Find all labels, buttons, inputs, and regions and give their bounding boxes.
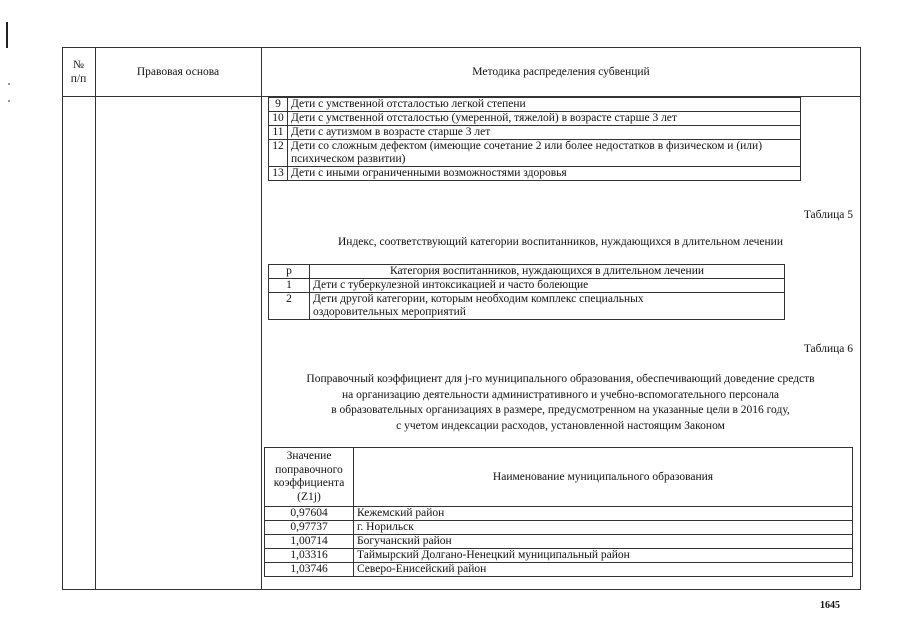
row-text: Дети с иными ограниченными возможностями здоровья <box>288 167 801 181</box>
table-row <box>269 126 801 140</box>
municipality-name: Северо-Енисейский район <box>354 563 853 577</box>
coefficient-value: 0,97604 <box>265 507 354 521</box>
page-number: 1645 <box>820 600 840 611</box>
table-header-row <box>265 448 853 507</box>
scan-dot <box>8 100 10 102</box>
table6-heading <box>268 372 853 434</box>
header-legal-basis: Правовая основа <box>136 65 220 78</box>
table-row <box>269 279 785 293</box>
scan-dot <box>8 83 10 85</box>
categories-table <box>268 97 801 181</box>
row-text: Дети с аутизмом в возрасте старше 3 лет <box>288 126 801 140</box>
table-row <box>265 521 853 535</box>
row-text: Дети с туберкулезной интоксикацией и часто болеющие <box>310 279 785 293</box>
table-row <box>265 507 853 521</box>
coefficient-value: 0,97737 <box>265 521 354 535</box>
row-text: Дети с умственной отсталостью легкой степени <box>288 98 801 112</box>
heading-line: с учетом индексации расходов, установленной настоящим Законом <box>396 419 725 432</box>
row-number: 13 <box>269 167 288 181</box>
scan-edge-mark <box>6 22 8 48</box>
table6 <box>264 447 853 577</box>
heading-line: Поправочный коэффициент для j-го муниципального образования, обеспечивающий доведение средств <box>306 373 815 385</box>
heading-line: в образовательных организациях в размере, предусмотренном на указанные цели в 2016 году, <box>331 404 790 416</box>
table-row <box>269 112 801 126</box>
table-row <box>265 535 853 549</box>
column-header-name: Наименование муниципального образования <box>354 448 853 507</box>
header-methodology: Методика распределения субвенций <box>472 65 650 78</box>
row-number: 9 <box>269 98 288 112</box>
municipality-name: Кежемский район <box>354 507 853 521</box>
table-row <box>269 140 801 167</box>
table5-heading: Индекс, соответствующий категории воспитанников, нуждающихся в длительном лечении <box>337 236 783 248</box>
municipality-name: Богучанский район <box>354 535 853 549</box>
coefficient-value: 1,03746 <box>265 563 354 577</box>
table-row <box>269 293 785 320</box>
column-header-p: p <box>269 265 310 279</box>
table6-label: Таблица 6 <box>803 343 853 355</box>
row-number: 11 <box>269 126 288 140</box>
row-number: 2 <box>269 293 310 320</box>
column-divider <box>95 47 96 590</box>
coefficient-value: 1,00714 <box>265 535 354 549</box>
table-header-row <box>269 265 785 279</box>
header-number: № п/п <box>70 58 87 85</box>
column-divider <box>261 47 262 590</box>
row-number: 12 <box>269 140 288 167</box>
row-text: Дети с умственной отсталостью (умеренной, тяжелой) в возрасте старше 3 лет <box>288 112 801 126</box>
table5-label: Таблица 5 <box>803 209 853 221</box>
row-number: 10 <box>269 112 288 126</box>
municipality-name: г. Норильск <box>354 521 853 535</box>
municipality-name: Таймырский Долгано-Ненецкий муниципальный район <box>354 549 853 563</box>
table-row <box>269 98 801 112</box>
heading-line: на организацию деятельности административного и учебно-вспомогательного персонала <box>341 388 780 401</box>
row-text: Дети другой категории, которым необходим комплекс специальных оздоровительных мероприятий <box>310 293 785 320</box>
row-text: Дети со сложным дефектом (имеющие сочетание 2 или более недостатков в физическом и (или) психическом развитии) <box>288 140 801 167</box>
table5 <box>268 264 785 320</box>
table-row <box>269 167 801 181</box>
table-row <box>265 563 853 577</box>
row-number: 1 <box>269 279 310 293</box>
coefficient-value: 1,03316 <box>265 549 354 563</box>
table-row <box>265 549 853 563</box>
column-header-category: Категория воспитанников, нуждающихся в длительном лечении <box>310 265 785 279</box>
column-header-value: Значение поправочного коэффициента (Z1j) <box>265 448 354 507</box>
